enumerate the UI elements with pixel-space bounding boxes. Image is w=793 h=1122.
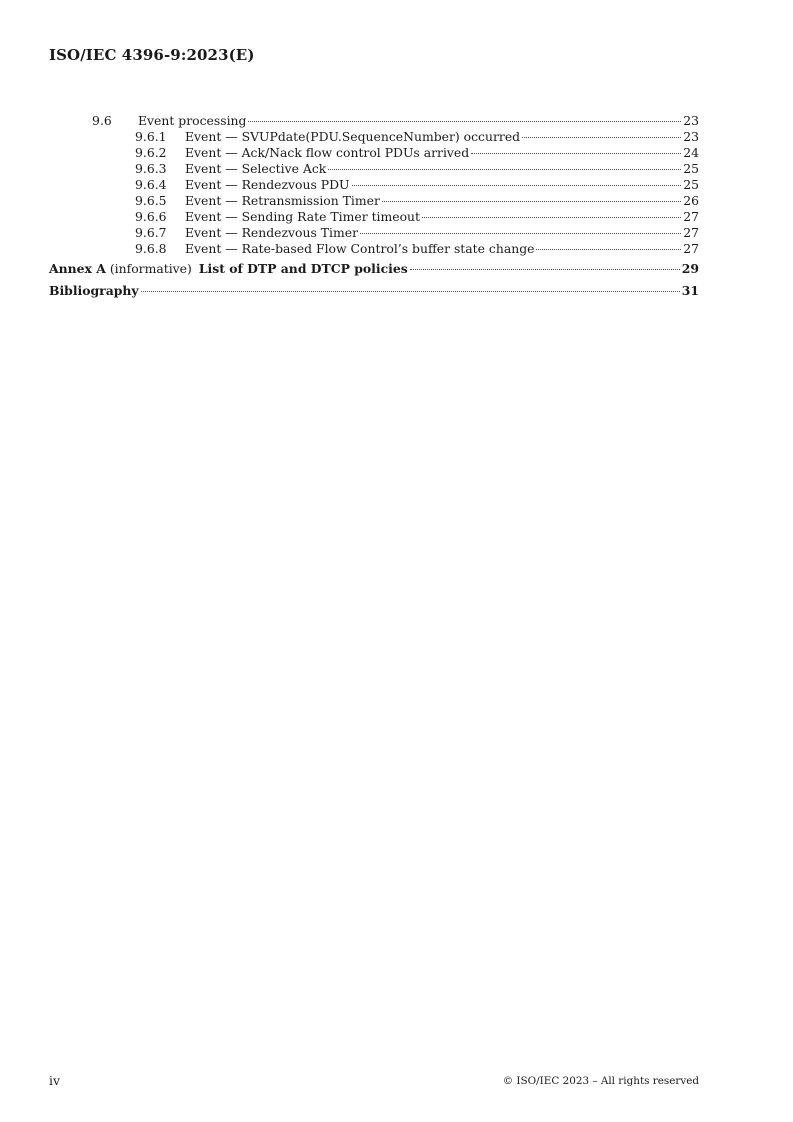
toc-title: Event — Sending Rate Timer timeout (185, 209, 421, 224)
toc-number: 9.6.2 (135, 145, 167, 160)
toc-entry-bibliography[interactable] (49, 283, 699, 301)
toc-page: 27 (683, 241, 699, 256)
dot-leader (248, 121, 681, 122)
bibliography-title: Bibliography (49, 283, 139, 298)
dot-leader (328, 169, 681, 170)
toc-title: Event — Rendezvous PDU (185, 177, 350, 192)
toc-entry-9-6-1[interactable] (49, 129, 699, 145)
toc-number: 9.6.1 (135, 129, 167, 144)
annex-type: (informative) (109, 261, 192, 276)
toc-number: 9.6.6 (135, 209, 167, 224)
toc-entry-9-6-3[interactable] (49, 161, 699, 177)
toc-entry-9-6-8[interactable] (49, 241, 699, 257)
toc-entry-9-6-2[interactable] (49, 145, 699, 161)
toc-title: Event — Rendezvous Timer (185, 225, 359, 240)
copyright-notice: © ISO/IEC 2023 – All rights reserved (502, 1075, 699, 1087)
annex-label: Annex A (49, 261, 106, 276)
toc-title: Event — Retransmission Timer (185, 193, 380, 208)
dot-leader (522, 137, 681, 138)
toc-entry-9-6-7[interactable] (49, 225, 699, 241)
annex-title: List of DTP and DTCP policies (198, 261, 408, 276)
dot-leader (141, 291, 680, 292)
toc-number: 9.6.3 (135, 161, 167, 176)
document-header: ISO/IEC 4396-9:2023(E) (49, 46, 255, 64)
table-of-contents (49, 113, 699, 301)
toc-page: 29 (681, 261, 699, 276)
dot-leader (422, 217, 681, 218)
toc-entry-annex-a[interactable] (49, 261, 699, 279)
toc-page: 31 (681, 283, 699, 298)
toc-title: Event — Rate-based Flow Control’s buffer state change (185, 241, 535, 256)
toc-number: 9.6.4 (135, 177, 167, 192)
toc-entry-9-6-5[interactable] (49, 193, 699, 209)
toc-title: Event processing (138, 113, 247, 128)
toc-number: 9.6.5 (135, 193, 167, 208)
toc-page: 25 (683, 161, 699, 176)
toc-title: Event — Ack/Nack flow control PDUs arrived (185, 145, 470, 160)
toc-page: 24 (683, 145, 699, 160)
toc-entry-9-6[interactable] (49, 113, 699, 129)
toc-page: 23 (683, 129, 699, 144)
toc-page: 27 (683, 225, 699, 240)
dot-leader (410, 269, 680, 270)
toc-entry-9-6-6[interactable] (49, 209, 699, 225)
dot-leader (352, 185, 682, 186)
toc-number: 9.6 (92, 113, 112, 128)
dot-leader (382, 201, 681, 202)
dot-leader (471, 153, 681, 154)
toc-entry-9-6-4[interactable] (49, 177, 699, 193)
page-number: iv (49, 1073, 60, 1088)
toc-number: 9.6.8 (135, 241, 167, 256)
toc-page: 27 (683, 209, 699, 224)
toc-title: Event — Selective Ack (185, 161, 327, 176)
toc-page: 26 (683, 193, 699, 208)
toc-page: 25 (683, 177, 699, 192)
dot-leader (536, 249, 681, 250)
toc-page: 23 (683, 113, 699, 128)
toc-title: Event — SVUPdate(PDU.SequenceNumber) occurred (185, 129, 521, 144)
dot-leader (360, 233, 681, 234)
toc-number: 9.6.7 (135, 225, 167, 240)
